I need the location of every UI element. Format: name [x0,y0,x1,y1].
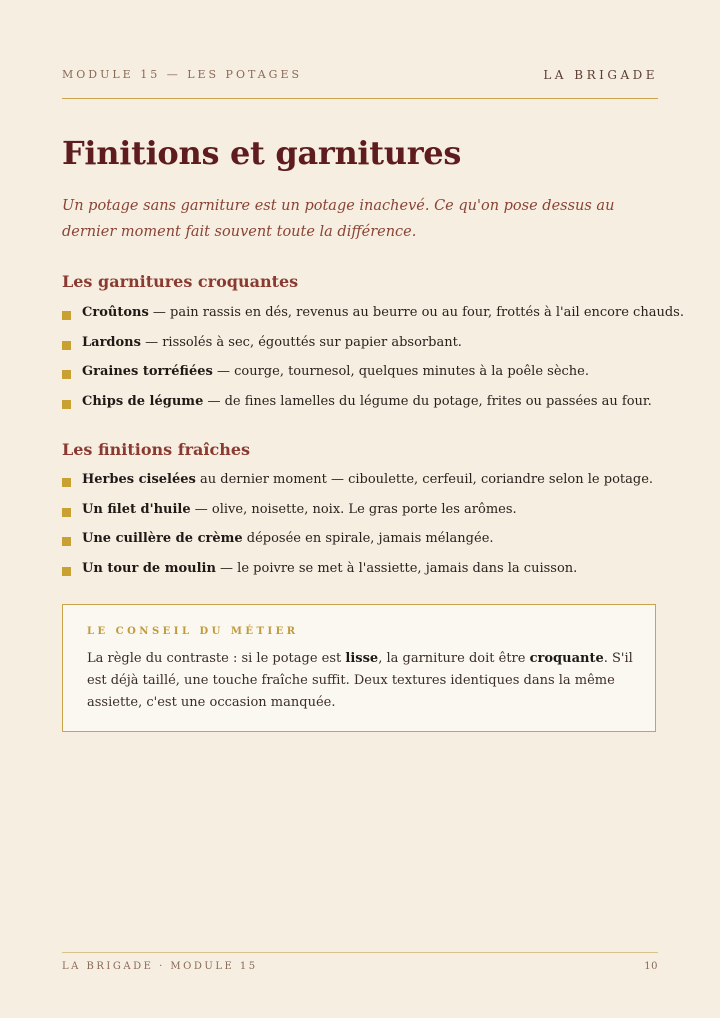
tip-box [62,604,656,732]
bullet-square-icon [62,567,71,576]
tip-bold-croquante: croquante [529,651,604,666]
tip-bold-lisse: lisse [345,651,379,666]
list-item [62,302,684,332]
item-text: — de fines lamelles du légume du potage, frites ou passées au four. [203,393,652,409]
item-text: — pain rassis en dés, revenus au beurre ou au four, frottés à l'ail encore chauds. [148,305,684,320]
item-term: Une cuillère de crème [82,531,243,546]
section-heading-fraiches: Les finitions fraîches [62,440,251,459]
tip-text: La règle du contraste : si le potage est [87,651,346,666]
module-label: MODULE 15 — LES POTAGES [62,68,303,81]
list-item [62,499,662,529]
page-footer [62,952,658,972]
list-item [62,558,662,588]
list-item [62,528,662,558]
page-header [62,66,658,99]
list-item [62,469,662,499]
item-term: Un filet d'huile [82,501,191,517]
list-fraiches [62,469,662,587]
page-title: Finitions et garnitures [62,134,462,172]
item-text: — le poivre se met à l'assiette, jamais dans la cuisson. [215,560,578,576]
item-term: Herbes ciselées [82,472,196,487]
list-croquantes [62,302,684,420]
tip-text: , la garniture doit être [378,651,530,666]
list-item [62,332,662,362]
list-item [62,391,662,421]
intro-text: Un potage sans garniture est un potage inachevé. Ce qu'on pose dessus au dernier moment fait souvent toute la différence. [62,198,615,240]
section-heading-croquantes: Les garnitures croquantes [62,272,299,291]
item-text: au dernier moment — ciboulette, cerfeuil, coriandre selon le potage. [195,472,654,487]
page-number: 10 [644,961,658,972]
bullet-square-icon [62,537,71,546]
bullet-square-icon [62,370,71,379]
tip-title: LE CONSEIL DU MÉTIER [87,626,299,637]
bullet-square-icon [62,478,71,487]
item-text: déposée en spirale, jamais mélangée. [242,531,494,546]
tip-body [87,648,633,714]
bullet-square-icon [62,311,71,320]
item-text: — olive, noisette, noix. Le gras porte les arômes. [190,501,517,517]
list-item [62,361,662,391]
item-term: Chips de légume [82,393,204,409]
item-term: Lardons [82,334,141,350]
footer-label: LA BRIGADE · MODULE 15 [62,961,258,972]
item-term: Graines torréfiées [82,364,213,379]
bullet-square-icon [62,400,71,409]
brand-label: LA BRIGADE [543,68,658,82]
item-text: — rissolés à sec, égouttés sur papier absorbant. [140,334,462,350]
bullet-square-icon [62,341,71,350]
item-term: Croûtons [82,305,149,320]
bullet-square-icon [62,508,71,517]
item-term: Un tour de moulin [82,560,216,576]
tip-text: . S'il est déjà taillé, une touche fraîche suffit. Deux textures identiques dans la même assiette, c'est une occasion manquée. [87,651,633,710]
item-text: — courge, tournesol, quelques minutes à la poêle sèche. [212,364,589,379]
